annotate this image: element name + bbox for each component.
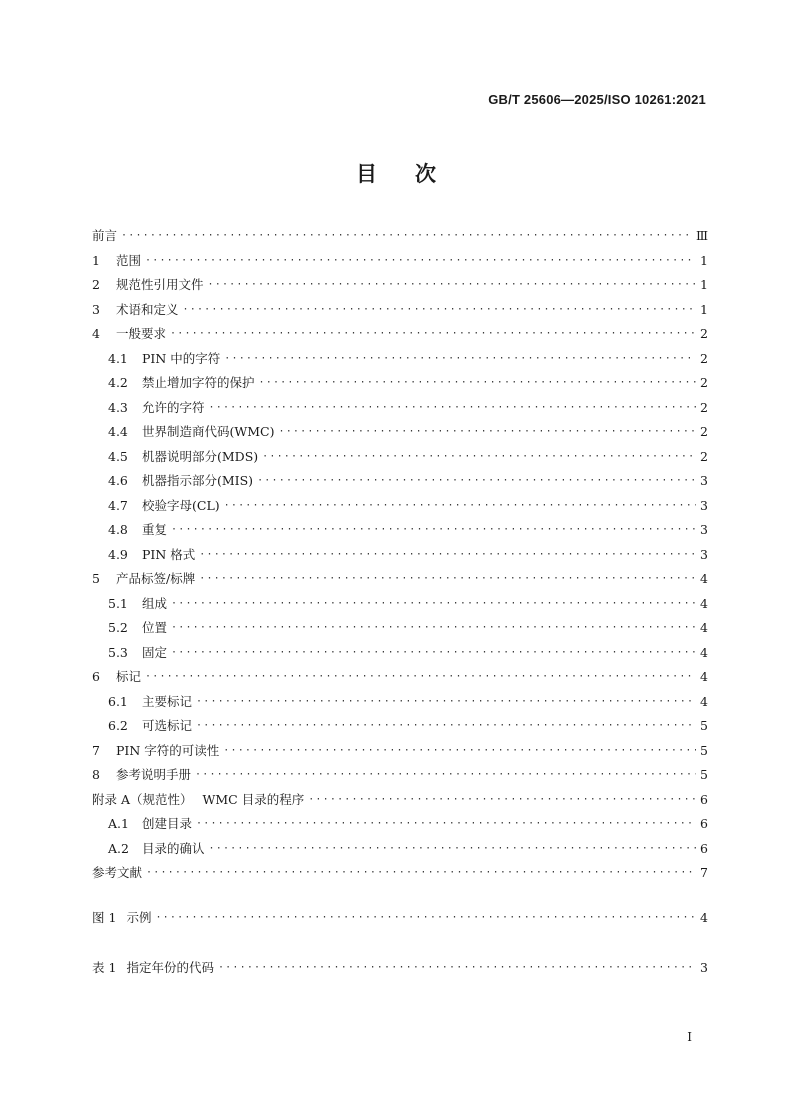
toc-entry-page: 6 [700, 840, 708, 856]
dot-leader [224, 351, 696, 367]
toc-entry-number: 6.2 [108, 718, 128, 734]
toc-entry-number: 8 [92, 767, 100, 783]
figure-list [92, 906, 708, 931]
toc-entry-page: 2 [700, 424, 708, 440]
dot-leader [196, 816, 696, 832]
toc-entry-title: 重复 [142, 522, 168, 538]
toc-entry[interactable] [92, 861, 708, 886]
dot-leader [218, 960, 696, 976]
toc-entry-number: 附录 A（规范性） [92, 791, 193, 807]
dot-leader [262, 449, 696, 465]
toc-entry-page: 5 [700, 718, 708, 734]
toc-entry-number: 1 [92, 252, 100, 268]
toc-entry-number: 4.9 [108, 546, 128, 562]
toc-entry-title: 固定 [142, 644, 168, 660]
dot-leader [196, 718, 696, 734]
toc-entry[interactable] [92, 763, 708, 788]
dot-leader [155, 910, 696, 926]
toc-entry-page: 4 [700, 620, 708, 636]
toc-entry[interactable] [92, 567, 708, 592]
standard-number: GB/T 25606—2025/ISO 10261:2021 [488, 92, 706, 107]
toc-entry-number: A.2 [108, 840, 129, 856]
dot-leader [146, 865, 696, 881]
toc-entry-page: Ⅲ [695, 228, 708, 244]
toc-entry[interactable] [92, 714, 708, 739]
toc-entry[interactable] [92, 420, 708, 445]
toc-entry-number: 图 1 [92, 910, 117, 926]
dot-leader [199, 547, 696, 563]
toc-entry-number: A.1 [108, 816, 129, 832]
page-title: 目次 [356, 162, 474, 186]
toc-entry-number: 6.1 [108, 693, 128, 709]
toc-entry[interactable] [92, 837, 708, 862]
toc-entry-title: 校验字母(CL) [142, 497, 220, 513]
toc-entry[interactable] [92, 739, 708, 764]
toc-entry-title: 世界制造商代码(WMC) [142, 424, 275, 440]
toc-entry-title: 术语和定义 [116, 301, 179, 317]
toc-entry-page: 6 [700, 791, 708, 807]
toc-entry-page: 1 [700, 252, 708, 268]
toc-entry-title: 禁止增加字符的保护 [142, 375, 255, 391]
toc-entry-number: 4.8 [108, 522, 128, 538]
toc-entry-page: 4 [700, 669, 708, 685]
dot-leader [308, 792, 696, 808]
dot-leader [145, 669, 696, 685]
toc-entry-title: 允许的字符 [142, 399, 205, 415]
toc-entry[interactable] [92, 469, 708, 494]
toc-entry-number: 7 [92, 742, 100, 758]
toc-entry-number: 4.5 [108, 448, 128, 464]
toc-entry-title: WMC 目录的程序 [202, 791, 305, 807]
toc-entry-number: 5.2 [108, 620, 128, 636]
toc-entry-page: 3 [700, 522, 708, 538]
dot-leader [183, 302, 696, 318]
dot-leader [171, 596, 696, 612]
page-number: I [687, 1030, 692, 1044]
toc-entry-title: 产品标签/标牌 [116, 571, 196, 587]
toc-entry-title: 组成 [142, 595, 168, 611]
toc-entry-number: 表 1 [92, 960, 117, 976]
toc-entry-page: 5 [700, 767, 708, 783]
toc-entry-page: 7 [700, 865, 708, 881]
toc-entry[interactable] [92, 665, 708, 690]
dot-leader [121, 228, 692, 244]
toc-entry-number: 4.1 [108, 350, 128, 366]
toc-entry-number: 2 [92, 277, 100, 293]
toc-entry-page: 4 [700, 693, 708, 709]
toc-entry-title: PIN 字符的可读性 [116, 742, 220, 758]
toc-entry[interactable] [92, 616, 708, 641]
toc-entry-number: 4.2 [108, 375, 128, 391]
toc-entry-title: 一般要求 [116, 326, 167, 342]
toc-entry[interactable] [92, 322, 708, 347]
toc-entry[interactable] [92, 249, 708, 274]
toc-entry-number: 4 [92, 326, 100, 342]
toc-entry-page: 3 [700, 960, 708, 976]
dot-leader [199, 571, 696, 587]
toc-entry-page: 3 [700, 473, 708, 489]
dot-leader [259, 375, 696, 391]
toc-entry-title: PIN 中的字符 [142, 350, 221, 366]
toc-entry-page: 2 [700, 399, 708, 415]
table-entry[interactable] [92, 956, 708, 981]
toc-entry-title: 范围 [116, 252, 142, 268]
figure-entry[interactable] [92, 906, 708, 931]
toc-entry-title: 规范性引用文件 [116, 277, 204, 293]
dot-leader [278, 424, 696, 440]
toc-entry-title: 前言 [92, 228, 118, 244]
toc-entry-title: 标记 [116, 669, 142, 685]
dot-leader [195, 767, 696, 783]
toc-entry-number: 4.6 [108, 473, 128, 489]
toc-entry-page: 3 [700, 546, 708, 562]
toc-entry-title: PIN 格式 [142, 546, 196, 562]
toc-entry[interactable] [92, 518, 708, 543]
toc-entry[interactable] [92, 641, 708, 666]
toc-entry-title: 指定年份的代码 [126, 960, 214, 976]
toc-entry-title: 主要标记 [142, 693, 193, 709]
dot-leader [208, 277, 696, 293]
toc-entry[interactable] [92, 690, 708, 715]
toc-entry-title: 机器说明部分(MDS) [142, 448, 259, 464]
toc-entry[interactable] [92, 812, 708, 837]
toc-entry[interactable] [92, 494, 708, 519]
toc-entry[interactable] [92, 224, 708, 249]
toc-entry-page: 4 [700, 595, 708, 611]
dot-leader [170, 326, 696, 342]
toc-entry[interactable] [92, 273, 708, 298]
toc-entry-page: 4 [700, 571, 708, 587]
dot-leader [209, 400, 696, 416]
toc-entry-number: 4.4 [108, 424, 128, 440]
toc-entry-number: 6 [92, 669, 100, 685]
dot-leader [209, 841, 696, 857]
toc-entry-page: 4 [700, 644, 708, 660]
dot-leader [171, 522, 696, 538]
table-list [92, 956, 708, 981]
toc-entry-page: 2 [700, 375, 708, 391]
toc-entry[interactable] [92, 371, 708, 396]
toc-entry-title: 创建目录 [142, 816, 193, 832]
toc-entry[interactable] [92, 788, 708, 813]
toc-entry-title: 参考说明手册 [116, 767, 192, 783]
toc-entry-page: 2 [700, 326, 708, 342]
dot-leader [257, 473, 696, 489]
toc-entry[interactable] [92, 347, 708, 372]
toc-entry[interactable] [92, 298, 708, 323]
toc-entry-number: 5 [92, 571, 100, 587]
toc-entry-number: 5.3 [108, 644, 128, 660]
toc-entry-number: 5.1 [108, 595, 128, 611]
toc-entry[interactable] [92, 445, 708, 470]
dot-leader [224, 498, 696, 514]
table-of-contents [92, 224, 708, 886]
toc-entry-title: 参考文献 [92, 865, 143, 881]
toc-entry-number: 4.3 [108, 399, 128, 415]
toc-entry-title: 目录的确认 [142, 840, 205, 856]
toc-entry-page: 1 [700, 277, 708, 293]
toc-entry[interactable] [92, 396, 708, 421]
toc-entry-page: 1 [700, 301, 708, 317]
toc-entry-number: 3 [92, 301, 100, 317]
toc-entry-title: 位置 [142, 620, 168, 636]
toc-entry-page: 2 [700, 448, 708, 464]
toc-entry-page: 6 [700, 816, 708, 832]
dot-leader [196, 694, 696, 710]
toc-entry-number: 4.7 [108, 497, 128, 513]
toc-entry-title: 机器指示部分(MIS) [142, 473, 254, 489]
toc-entry-page: 3 [700, 497, 708, 513]
dot-leader [171, 620, 696, 636]
toc-entry-page: 2 [700, 350, 708, 366]
dot-leader [145, 253, 696, 269]
toc-entry[interactable] [92, 543, 708, 568]
toc-entry-title: 示例 [126, 910, 152, 926]
toc-entry[interactable] [92, 592, 708, 617]
toc-entry-page: 4 [700, 910, 708, 926]
dot-leader [223, 743, 696, 759]
toc-entry-title: 可选标记 [142, 718, 193, 734]
toc-entry-page: 5 [700, 742, 708, 758]
dot-leader [171, 645, 696, 661]
